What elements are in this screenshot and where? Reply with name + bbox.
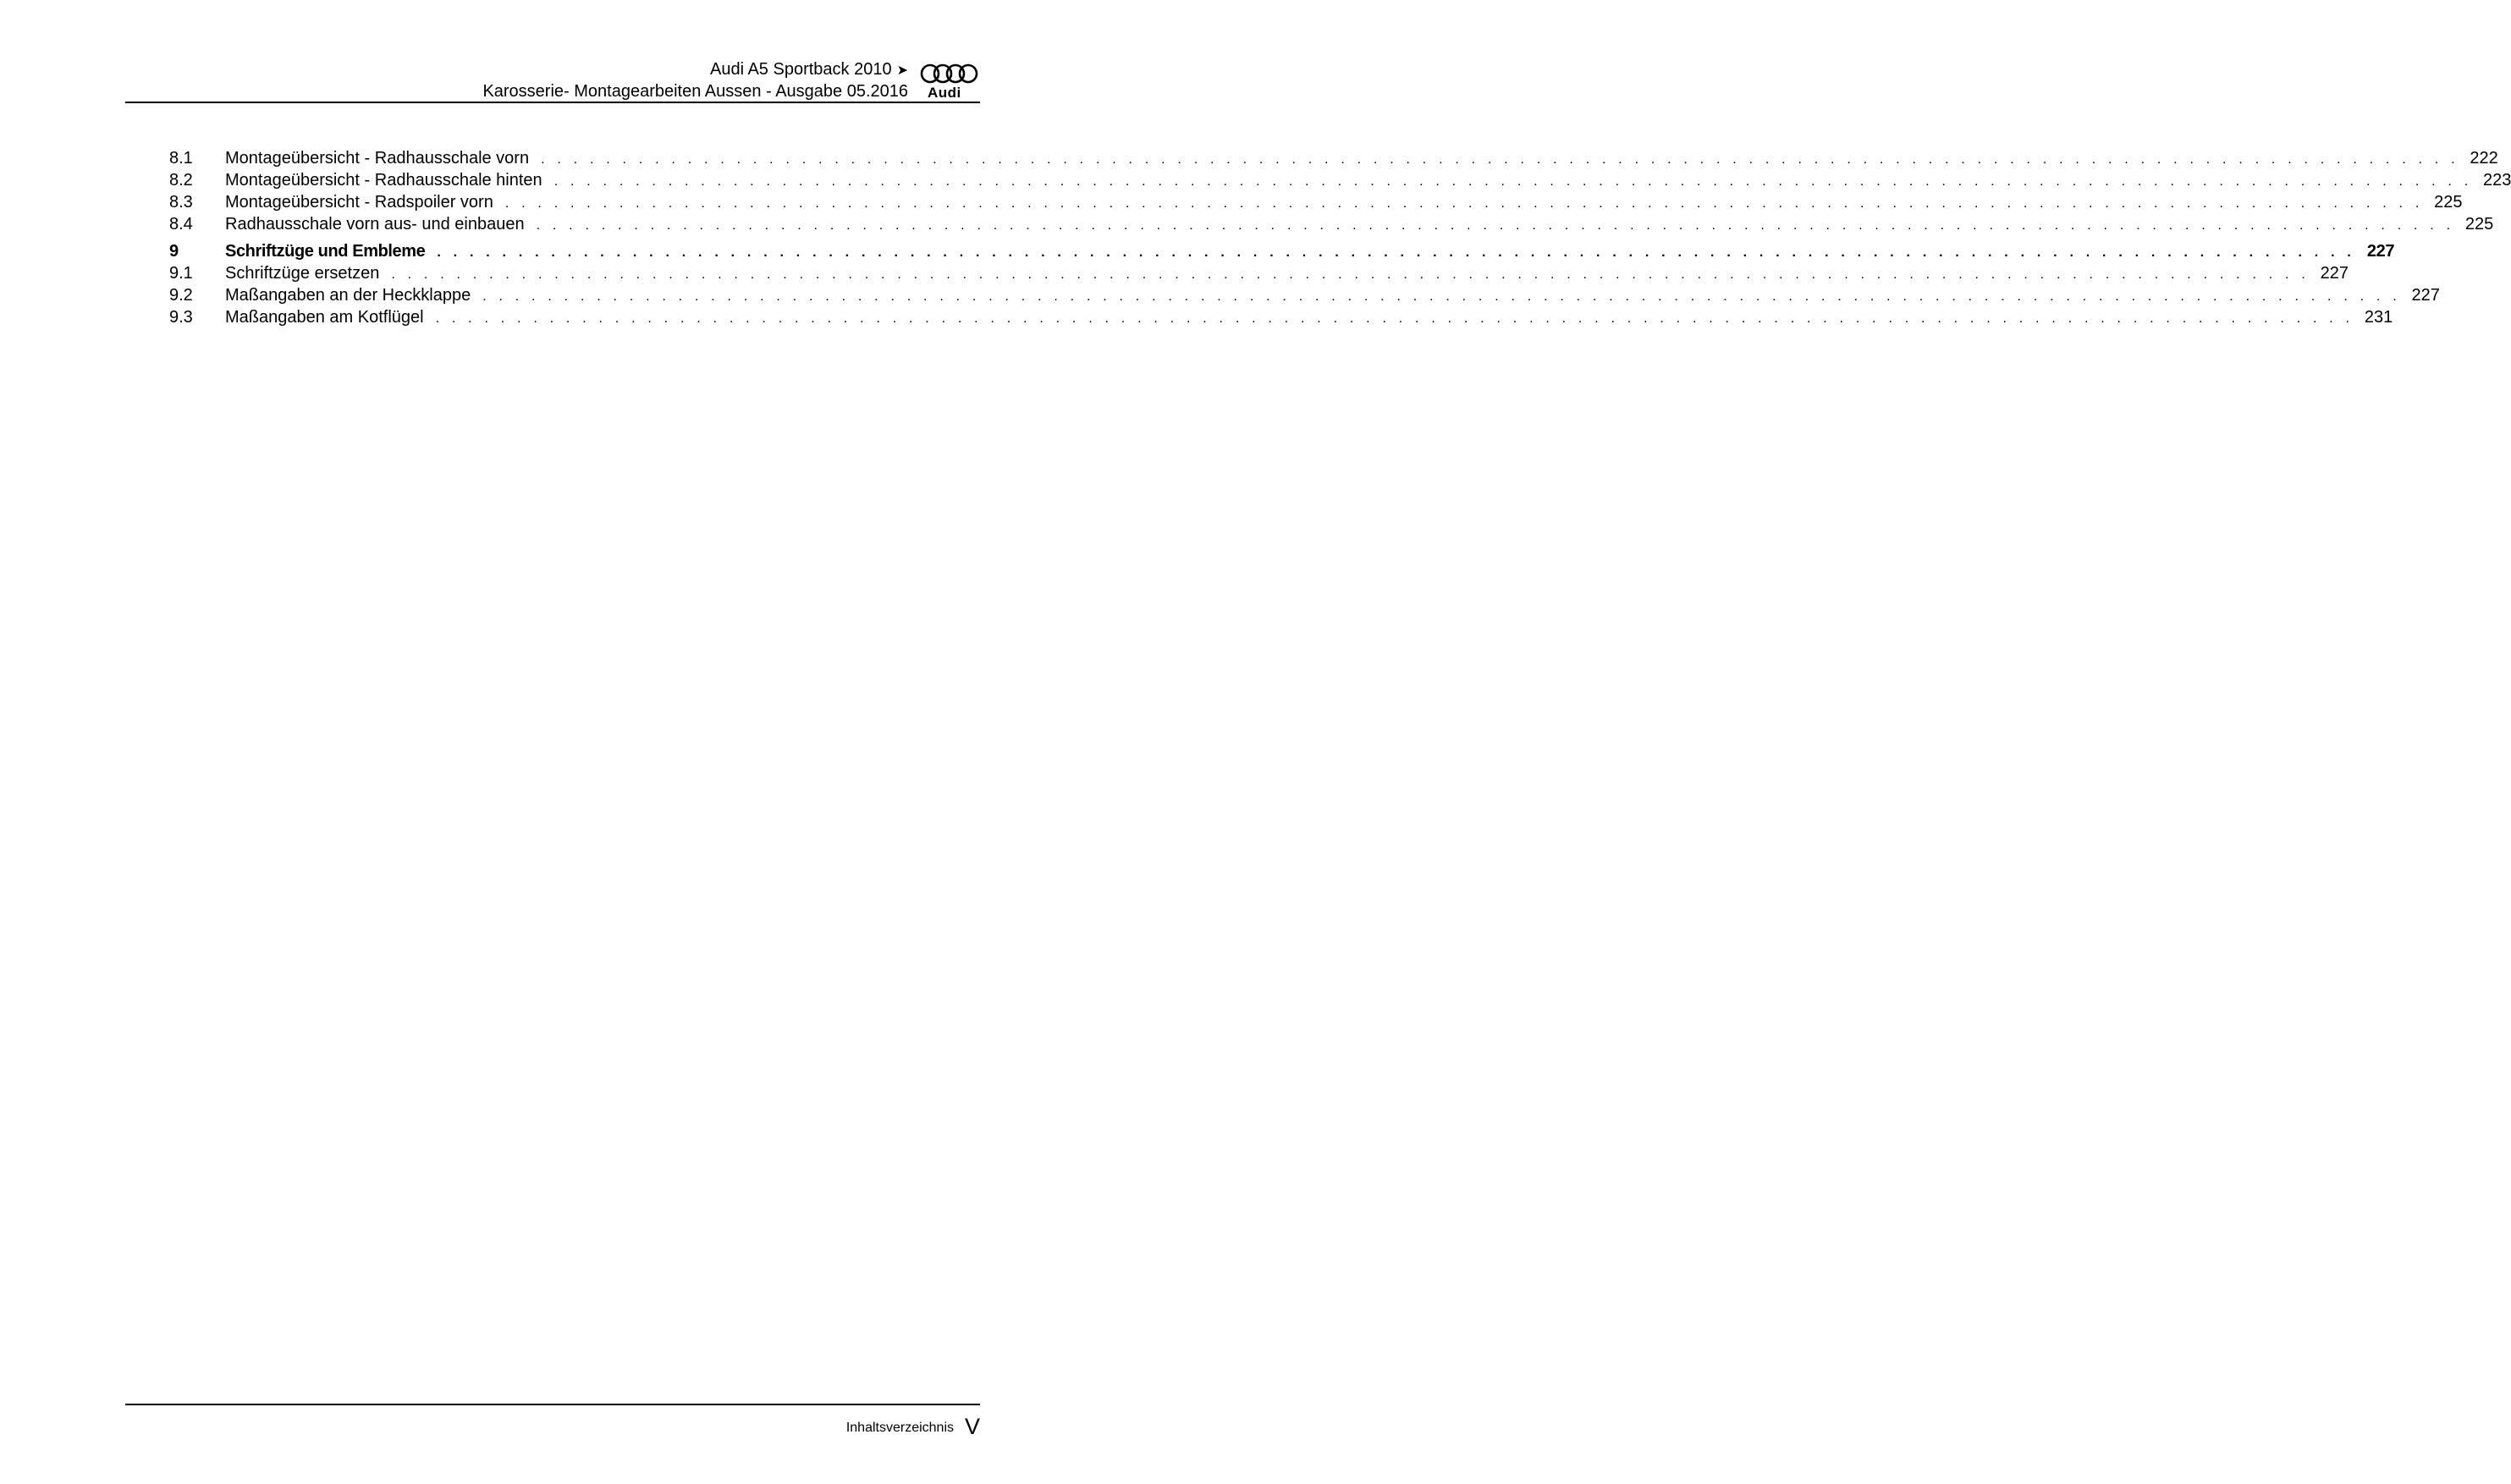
toc-leader-dots: . . . . . . . . . . . . . . . . . . . . . . . . . . . . . . . . . . . . . . . . . . . . . . . . . . . . . . . . . . . . . . . . . . . . . . . . . . . . . . . . . . . . . . . . . . . . . . . . . . . . . . . . . . . . . . . . . . . . . . bbox=[437, 245, 2356, 260]
toc-title: Maßangaben am Kotflügel bbox=[225, 306, 431, 328]
toc-number: 8.2 bbox=[169, 171, 193, 190]
toc-page-number: 227 bbox=[2366, 242, 2395, 261]
toc-number: 8.1 bbox=[169, 149, 193, 168]
toc-title: Radhausschale vorn aus- und einbauen bbox=[225, 213, 531, 235]
header-line-1 bbox=[482, 59, 908, 81]
table-of-contents bbox=[169, 147, 2511, 328]
logo-wordmark: Audi bbox=[928, 85, 961, 101]
toc-page-number: 223 bbox=[2482, 171, 2511, 190]
toc-leader-dots: . . . . . . . . . . . . . . . . . . . . . . . . . . . . . . . . . . . . . . . . . . . . . . . . . . . . . . . . . . . . . . . . . . . . . . . . . . . . . . . . . . . . . . . . . . . . . . . . . . . . . . . . . . . . . . . . . . . . . . bbox=[435, 311, 2354, 326]
toc-row[interactable] bbox=[169, 191, 2463, 213]
toc-number: 8.4 bbox=[169, 215, 193, 234]
footer-page-number: V bbox=[964, 1414, 980, 1439]
toc-row[interactable] bbox=[169, 213, 2494, 235]
header-text bbox=[482, 59, 908, 102]
toc-page-number: 231 bbox=[2364, 308, 2393, 327]
toc-page-number: 222 bbox=[2470, 149, 2498, 168]
toc-page-number: 227 bbox=[2411, 286, 2440, 305]
page-header bbox=[125, 59, 980, 103]
toc-leader-dots: . . . . . . . . . . . . . . . . . . . . . . . . . . . . . . . . . . . . . . . . . . . . . . . . . . . . . . . . . . . . . . . . . . . . . . . . . . . . . . . . . . . . . . . . . . . . . . . . . . . . . . . . . . . . . . . . . . . . . . bbox=[541, 152, 2459, 167]
toc-row[interactable] bbox=[169, 284, 2440, 306]
toc-title: Montageübersicht - Radhausschale hinten bbox=[225, 169, 549, 191]
toc-title: Schriftzüge ersetzen bbox=[225, 262, 386, 284]
toc-number: 9.1 bbox=[169, 264, 193, 283]
toc-leader-dots: . . . . . . . . . . . . . . . . . . . . . . . . . . . . . . . . . . . . . . . . . . . . . . . . . . . . . . . . . . . . . . . . . . . . . . . . . . . . . . . . . . . . . . . . . . . . . . . . . . . . . . . . . . . . . . . . . . . . . . bbox=[391, 267, 2310, 282]
toc-leader-dots: . . . . . . . . . . . . . . . . . . . . . . . . . . . . . . . . . . . . . . . . . . . . . . . . . . . . . . . . . . . . . . . . . . . . . . . . . . . . . . . . . . . . . . . . . . . . . . . . . . . . . . . . . . . . . . . . . . . . . . bbox=[553, 174, 2473, 189]
header-line-2: Karosserie- Montagearbeiten Aussen - Ausgabe 05.2016 bbox=[482, 82, 908, 101]
toc-page-number: 227 bbox=[2320, 264, 2349, 283]
toc-row[interactable] bbox=[169, 147, 2498, 169]
toc-title: Maßangaben an der Heckklappe bbox=[225, 284, 477, 306]
toc-number: 9 bbox=[169, 242, 179, 261]
toc-number: 8.3 bbox=[169, 193, 193, 212]
toc-title: Schriftzüge und Embleme bbox=[225, 240, 432, 262]
header-vehicle: Audi A5 Sportback 2010 bbox=[709, 60, 892, 79]
header-rule bbox=[125, 102, 980, 103]
toc-leader-dots: . . . . . . . . . . . . . . . . . . . . . . . . . . . . . . . . . . . . . . . . . . . . . . . . . . . . . . . . . . . . . . . . . . . . . . . . . . . . . . . . . . . . . . . . . . . . . . . . . . . . . . . . . . . . . . . . . . . . . . bbox=[536, 218, 2455, 233]
toc-page-number: 225 bbox=[2434, 193, 2463, 212]
footer-rule bbox=[125, 1404, 980, 1405]
toc-title: Montageübersicht - Radspoiler vorn bbox=[225, 191, 500, 213]
audi-logo bbox=[919, 63, 980, 100]
toc-row[interactable] bbox=[169, 169, 2511, 191]
toc-leader-dots: . . . . . . . . . . . . . . . . . . . . . . . . . . . . . . . . . . . . . . . . . . . . . . . . . . . . . . . . . . . . . . . . . . . . . . . . . . . . . . . . . . . . . . . . . . . . . . . . . . . . . . . . . . . . . . . . . . . . . . bbox=[482, 289, 2401, 304]
audi-rings-icon bbox=[919, 63, 980, 85]
toc-row[interactable] bbox=[169, 306, 2393, 328]
toc-number: 9.2 bbox=[169, 286, 193, 305]
toc-chapter-row[interactable] bbox=[169, 240, 2395, 262]
toc-row[interactable] bbox=[169, 262, 2349, 284]
footer-section-label: Inhaltsverzeichnis bbox=[845, 1421, 954, 1435]
toc-number: 9.3 bbox=[169, 308, 193, 327]
toc-leader-dots: . . . . . . . . . . . . . . . . . . . . . . . . . . . . . . . . . . . . . . . . . . . . . . . . . . . . . . . . . . . . . . . . . . . . . . . . . . . . . . . . . . . . . . . . . . . . . . . . . . . . . . . . . . . . . . . . . . . . . . bbox=[504, 196, 2424, 211]
toc-title: Montageübersicht - Radhausschale vorn bbox=[225, 147, 536, 169]
continue-arrow-icon: ➤ bbox=[896, 63, 908, 78]
toc-page-number: 225 bbox=[2464, 215, 2494, 234]
